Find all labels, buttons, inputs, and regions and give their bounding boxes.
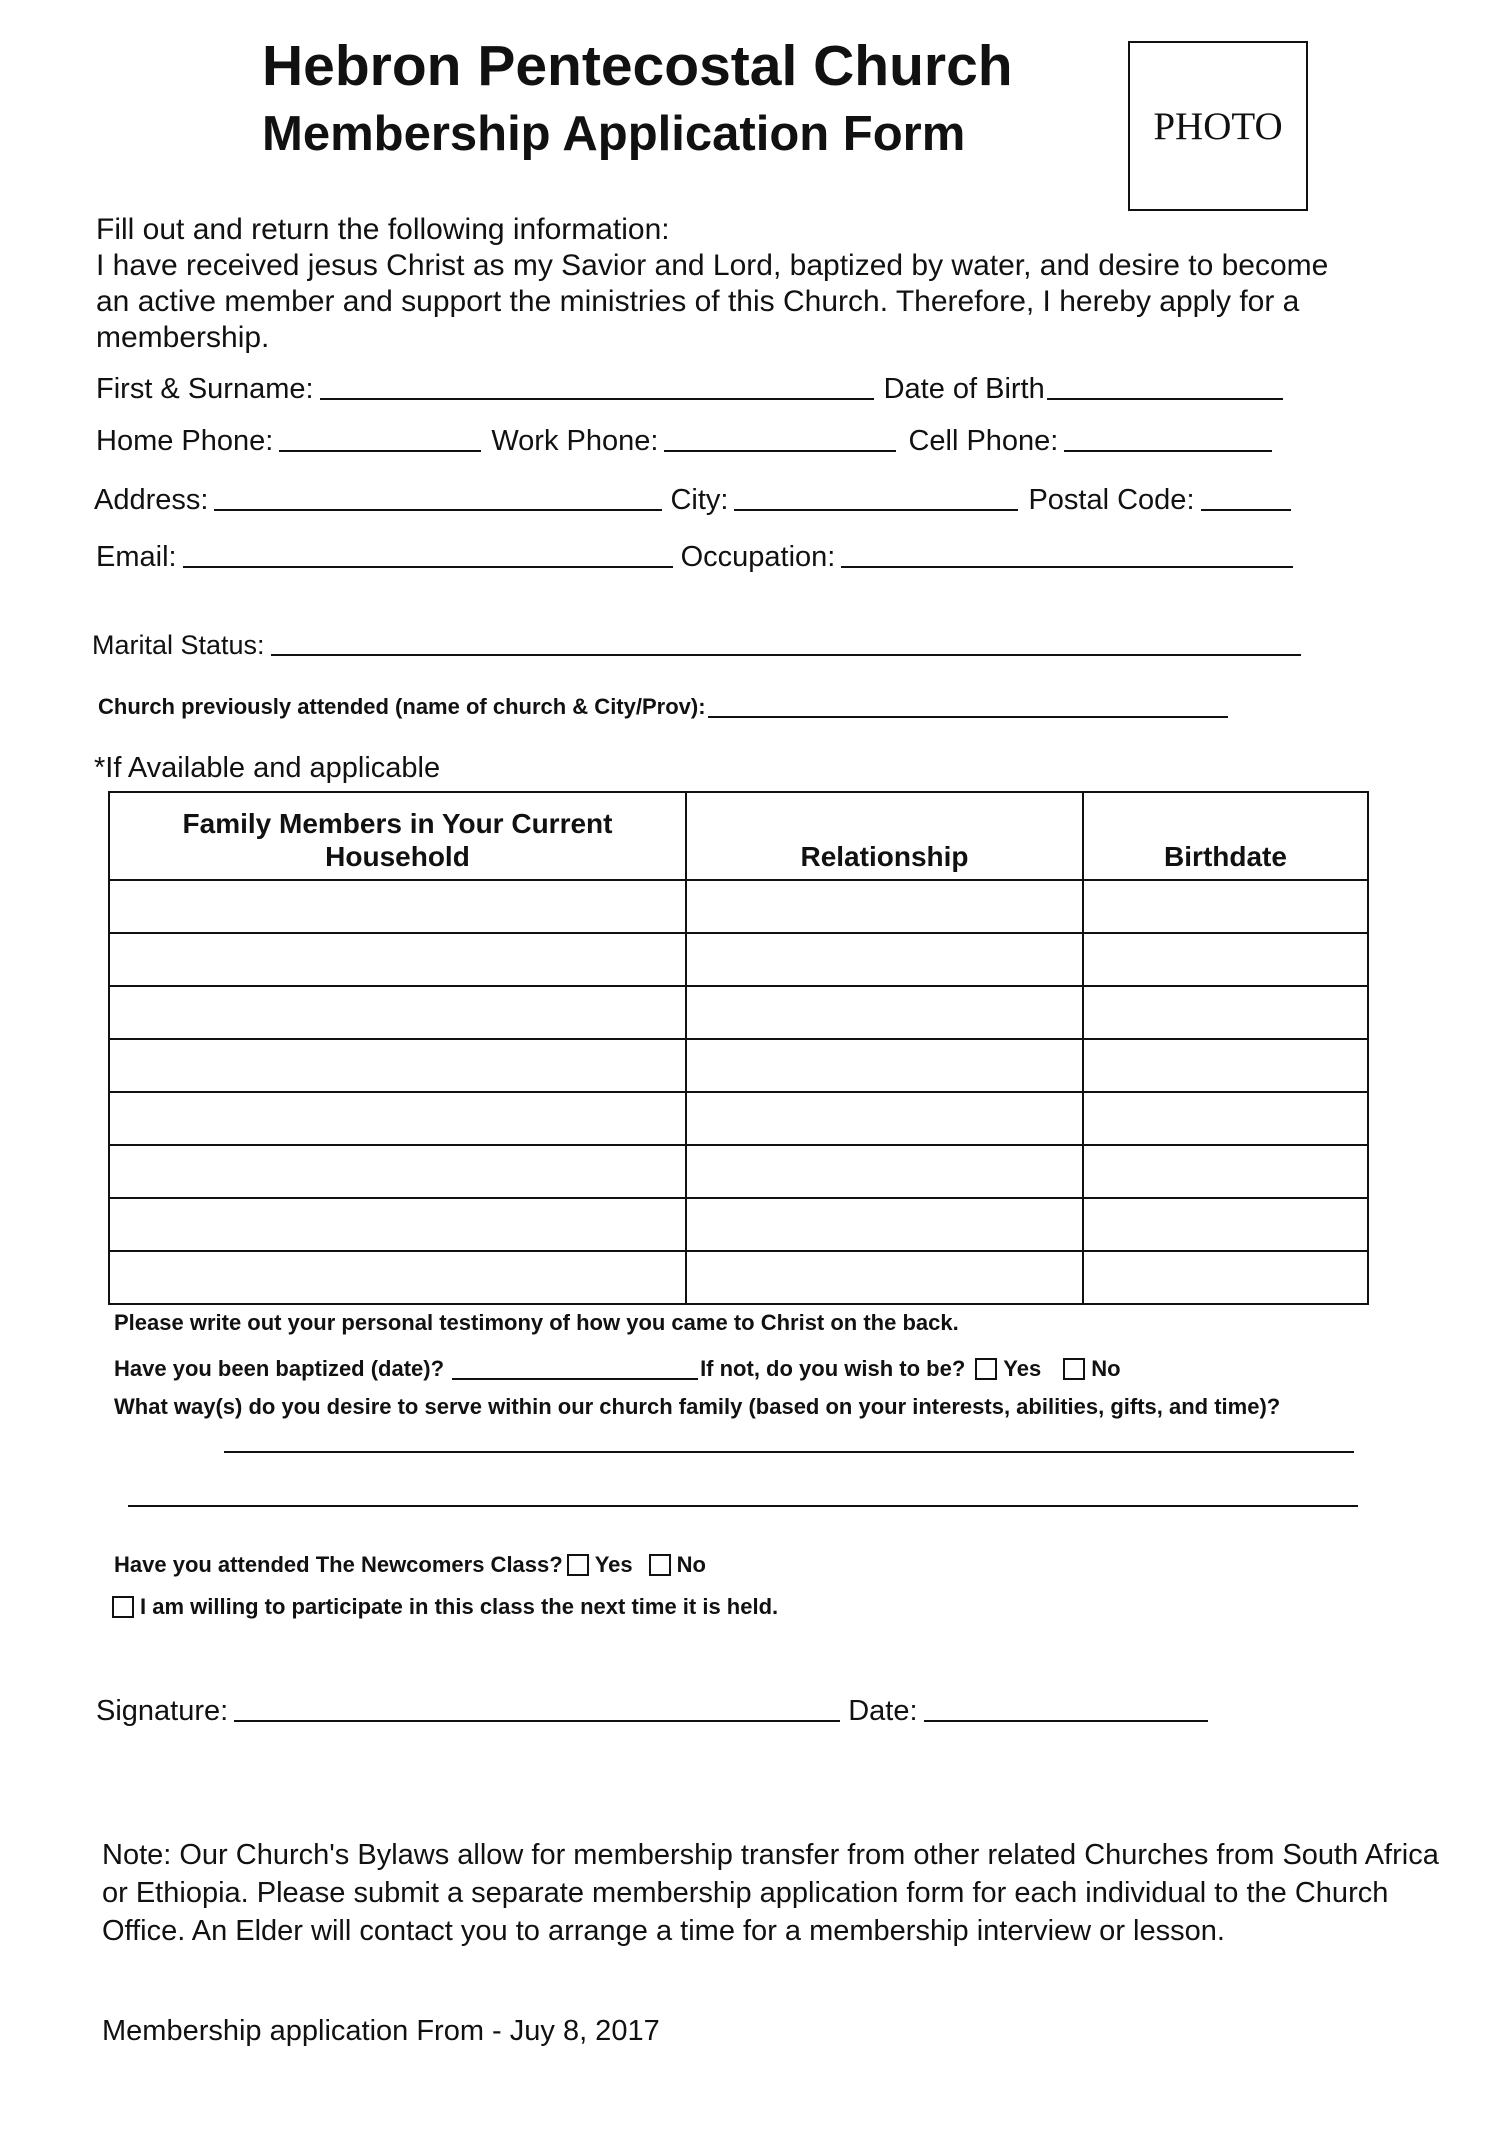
baptize-yes-label: Yes [1003, 1356, 1042, 1381]
baptized-row [114, 1350, 1121, 1384]
cell-phone-label: Cell Phone: [908, 425, 1059, 457]
family-member-cell[interactable] [109, 1092, 686, 1145]
family-members-table [108, 791, 1369, 1305]
relationship-cell[interactable] [686, 880, 1083, 933]
birthdate-cell[interactable] [1083, 1251, 1368, 1304]
address-row [94, 481, 1291, 515]
baptize-no-label: No [1091, 1356, 1121, 1381]
form-version-footer: Membership application From - Juy 8, 2017 [102, 2015, 660, 2047]
intro-text [96, 212, 1346, 356]
signature-field[interactable] [234, 1696, 840, 1722]
birthdate-cell[interactable] [1083, 1145, 1368, 1198]
baptized-question: Have you been baptized (date)? [114, 1356, 445, 1381]
photo-box [1128, 41, 1308, 211]
newcomers-yes-checkbox[interactable] [567, 1554, 589, 1576]
photo-label: PHOTO [1153, 104, 1283, 148]
serve-answer-line-1[interactable] [224, 1451, 1354, 1453]
birthdate-cell[interactable] [1083, 1092, 1368, 1145]
phone-row [96, 422, 1272, 456]
table-row [109, 1039, 1368, 1092]
serve-answer-line-2[interactable] [128, 1505, 1358, 1507]
previous-church-field[interactable] [708, 692, 1228, 718]
birthdate-cell[interactable] [1083, 933, 1368, 986]
header-family-members: Family Members in Your Current Household [109, 792, 686, 880]
table-row [109, 986, 1368, 1039]
previous-church-label: Church previously attended (name of church & City/Prov): [98, 694, 706, 719]
intro-line-2: I have received jesus Christ as my Savior and Lord, baptized by water, and desire to become an active member and support the ministries of this Church. Therefore, I hereby apply for a membership. [96, 249, 1329, 354]
address-field[interactable] [214, 485, 662, 511]
occupation-field[interactable] [841, 542, 1293, 568]
newcomers-yes-label: Yes [594, 1552, 633, 1577]
table-row [109, 1198, 1368, 1251]
home-phone-label: Home Phone: [96, 425, 274, 457]
name-row [96, 370, 1283, 404]
table-row [109, 1145, 1368, 1198]
dob-label: Date of Birth [883, 373, 1045, 405]
intro-line-1: Fill out and return the following information: [96, 213, 670, 246]
relationship-cell[interactable] [686, 1039, 1083, 1092]
baptize-yes-checkbox[interactable] [975, 1358, 997, 1380]
relationship-cell[interactable] [686, 1092, 1083, 1145]
birthdate-cell[interactable] [1083, 1039, 1368, 1092]
previous-church-row [98, 688, 1228, 722]
home-phone-field[interactable] [279, 426, 481, 452]
email-row [96, 538, 1293, 572]
city-label: City: [670, 484, 729, 516]
date-label: Date: [848, 1695, 918, 1727]
signature-row [96, 1692, 1208, 1726]
availability-note: *If Available and applicable [94, 752, 441, 784]
church-name: Hebron Pentecostal Church [262, 34, 1013, 98]
form-title: Membership Application Form [262, 107, 966, 161]
willing-label: I am willing to participate in this class the next time it is held. [140, 1594, 779, 1619]
table-row [109, 1092, 1368, 1145]
newcomers-no-checkbox[interactable] [649, 1554, 671, 1576]
name-field[interactable] [320, 374, 874, 400]
birthdate-cell[interactable] [1083, 1198, 1368, 1251]
table-row [109, 1251, 1368, 1304]
marital-row [92, 626, 1301, 660]
signature-label: Signature: [96, 1695, 229, 1727]
cell-phone-field[interactable] [1064, 426, 1272, 452]
relationship-cell[interactable] [686, 1198, 1083, 1251]
postal-code-label: Postal Code: [1028, 484, 1195, 516]
header-relationship: Relationship [686, 792, 1083, 880]
table-row [109, 933, 1368, 986]
relationship-cell[interactable] [686, 986, 1083, 1039]
bylaws-note: Note: Our Church's Bylaws allow for membership transfer from other related Churches from South Africa or Ethiopia. Please submit a separate membership application form for each individual to the Church Office. An Elder will contact you to arrange a time for a membership interview or lesson. [102, 1839, 1439, 1947]
newcomers-row [114, 1552, 706, 1578]
work-phone-field[interactable] [664, 426, 896, 452]
birthdate-cell[interactable] [1083, 986, 1368, 1039]
family-member-cell[interactable] [109, 986, 686, 1039]
family-member-cell[interactable] [109, 1251, 686, 1304]
birthdate-cell[interactable] [1083, 880, 1368, 933]
baptized-date-field[interactable] [452, 1354, 698, 1380]
family-member-cell[interactable] [109, 1145, 686, 1198]
marital-status-field[interactable] [271, 630, 1301, 656]
relationship-cell[interactable] [686, 1251, 1083, 1304]
testimony-instruction: Please write out your personal testimony of how you came to Christ on the back. [114, 1310, 959, 1335]
willing-row [112, 1594, 778, 1620]
work-phone-label: Work Phone: [491, 425, 659, 457]
postal-code-field[interactable] [1201, 485, 1291, 511]
email-label: Email: [96, 541, 177, 573]
table-row [109, 880, 1368, 933]
header-birthdate: Birthdate [1083, 792, 1368, 880]
newcomers-question: Have you attended The Newcomers Class? [114, 1552, 563, 1577]
address-label: Address: [94, 484, 209, 516]
date-field[interactable] [924, 1696, 1208, 1722]
relationship-cell[interactable] [686, 1145, 1083, 1198]
wish-baptized-question: If not, do you wish to be? [700, 1356, 966, 1381]
serve-question: What way(s) do you desire to serve within our church family (based on your interests, abilities, gifts, and time)? [114, 1394, 1281, 1419]
family-member-cell[interactable] [109, 1198, 686, 1251]
name-label: First & Surname: [96, 373, 314, 405]
family-member-cell[interactable] [109, 880, 686, 933]
dob-field[interactable] [1047, 374, 1283, 400]
occupation-label: Occupation: [680, 541, 836, 573]
family-member-cell[interactable] [109, 933, 686, 986]
family-member-cell[interactable] [109, 1039, 686, 1092]
marital-status-label: Marital Status: [92, 630, 265, 660]
newcomers-no-label: No [676, 1552, 706, 1577]
city-field[interactable] [734, 485, 1018, 511]
relationship-cell[interactable] [686, 933, 1083, 986]
baptize-no-checkbox[interactable] [1063, 1358, 1085, 1380]
email-field[interactable] [183, 542, 673, 568]
willing-checkbox[interactable] [112, 1596, 134, 1618]
